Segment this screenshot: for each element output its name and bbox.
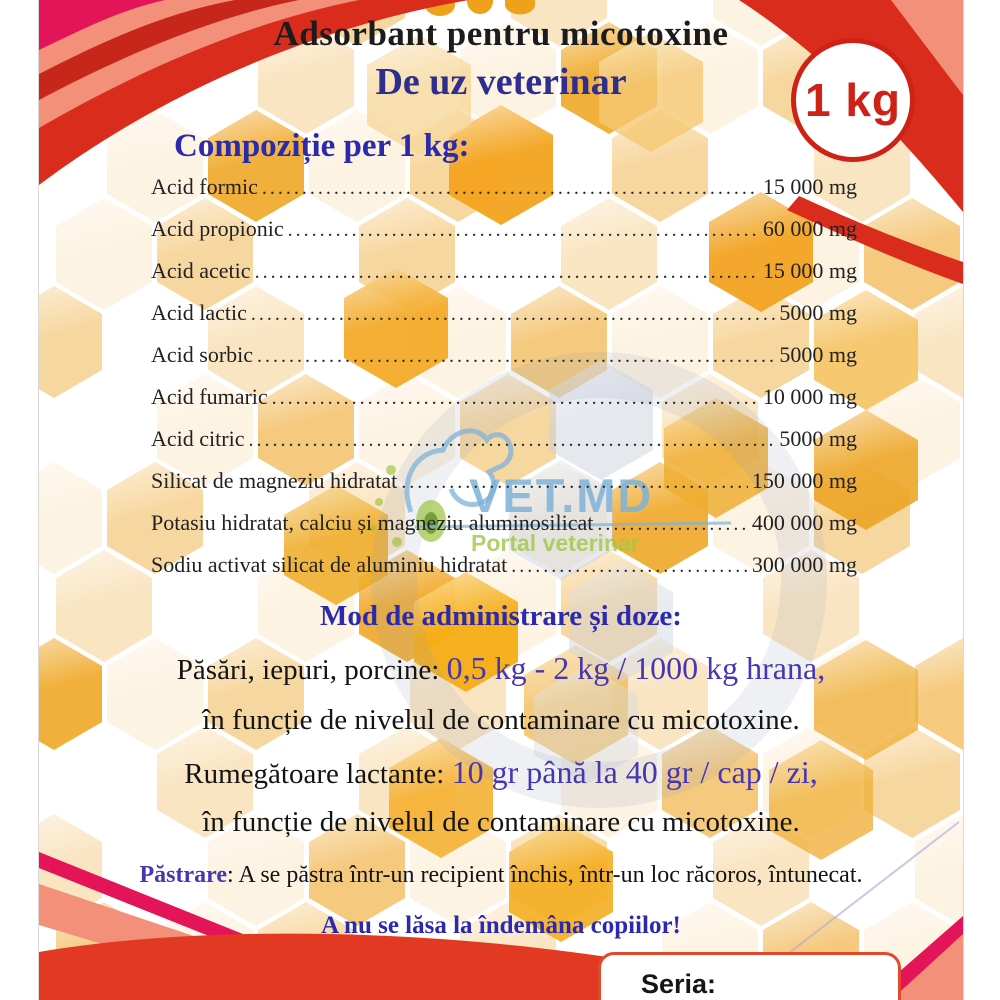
product-label [38, 0, 964, 1000]
ingredient-dots [401, 471, 748, 494]
serial-label: Seria: [641, 969, 717, 999]
ingredient-row [151, 216, 857, 258]
composition-heading: Compoziție per 1 kg: [174, 128, 470, 164]
ingredient-row [151, 300, 857, 342]
administration-heading: Mod de administrare și doze: [320, 600, 682, 632]
ingredient-amount: 15 000 mg [762, 258, 857, 283]
ingredient-dots [272, 387, 759, 410]
ingredient-list [151, 174, 857, 594]
ingredient-row [151, 342, 857, 384]
ingredient-dots [262, 177, 759, 200]
ingredient-amount: 5000 mg [779, 342, 857, 367]
storage-note [39, 862, 963, 889]
storage-label: Păstrare [139, 862, 227, 888]
ingredient-amount: 5000 mg [779, 300, 857, 325]
dose-value: 0,5 kg - 2 kg / 1000 kg hrana, [446, 650, 826, 686]
weight-badge-text: 1 kg [804, 74, 902, 126]
watermark-tagline: Portal veterinar [471, 530, 640, 556]
ingredient-name: Potasiu hidratat, calciu și magneziu aluminosilicat [151, 510, 594, 535]
product-title: Adsorbant pentru micotoxine [273, 14, 729, 53]
product-subtitle: De uz veterinar [375, 61, 627, 103]
ingredient-amount: 5000 mg [779, 426, 857, 451]
ingredient-name: Acid sorbic [151, 342, 254, 367]
ingredient-dots [597, 513, 748, 536]
ingredient-dots [255, 261, 759, 284]
ingredient-row [151, 468, 857, 510]
ingredient-row [151, 510, 857, 552]
ingredient-dots [257, 345, 775, 368]
ingredient-dots [248, 429, 775, 452]
storage-text: : A se păstra într-un recipient închis, într-un loc răcoros, întunecat. [226, 862, 863, 888]
ingredient-row [151, 552, 857, 594]
ingredient-dots [511, 555, 748, 578]
ingredient-name: Silicat de magneziu hidratat [151, 468, 398, 493]
ingredient-dots [251, 303, 775, 326]
ingredient-dots [288, 219, 759, 242]
ingredient-amount: 150 000 mg [751, 468, 857, 493]
ingredient-row [151, 258, 857, 300]
ingredient-amount: 10 000 mg [762, 384, 857, 409]
ingredient-name: Acid formic [151, 174, 258, 199]
watermark-name: VET.MD [469, 469, 654, 522]
ingredient-row [151, 384, 857, 426]
warning-note: A nu se lăsa la îndemâna copiilor! [321, 912, 681, 939]
ingredient-name: Acid acetic [151, 258, 251, 283]
ingredient-amount: 300 000 mg [751, 552, 857, 577]
weight-badge [791, 38, 915, 162]
dose-species: Rumegătoare lactante: [184, 758, 452, 790]
ingredient-amount: 15 000 mg [762, 174, 857, 199]
dose-species: Păsări, iepuri, porcine: [176, 654, 447, 686]
dose-note: în funcție de nivelul de contaminare cu micotoxine. [202, 704, 800, 736]
ingredient-name: Acid citric [151, 426, 245, 451]
dose-value: 10 gr până la 40 gr / cap / zi, [451, 754, 818, 790]
dose-line-poultry [39, 650, 963, 687]
ingredient-name: Sodiu activat silicat de aluminiu hidratat [151, 552, 508, 577]
ingredient-row [151, 174, 857, 216]
ingredient-row [151, 426, 857, 468]
dose-note: în funcție de nivelul de contaminare cu micotoxine. [202, 806, 800, 838]
dose-line-ruminants [39, 754, 963, 791]
serial-box [598, 952, 901, 1000]
ingredient-name: Acid lactic [151, 300, 247, 325]
ingredient-amount: 400 000 mg [751, 510, 857, 535]
ingredient-amount: 60 000 mg [762, 216, 857, 241]
ingredient-name: Acid propionic [151, 216, 284, 241]
ingredient-name: Acid fumaric [151, 384, 268, 409]
